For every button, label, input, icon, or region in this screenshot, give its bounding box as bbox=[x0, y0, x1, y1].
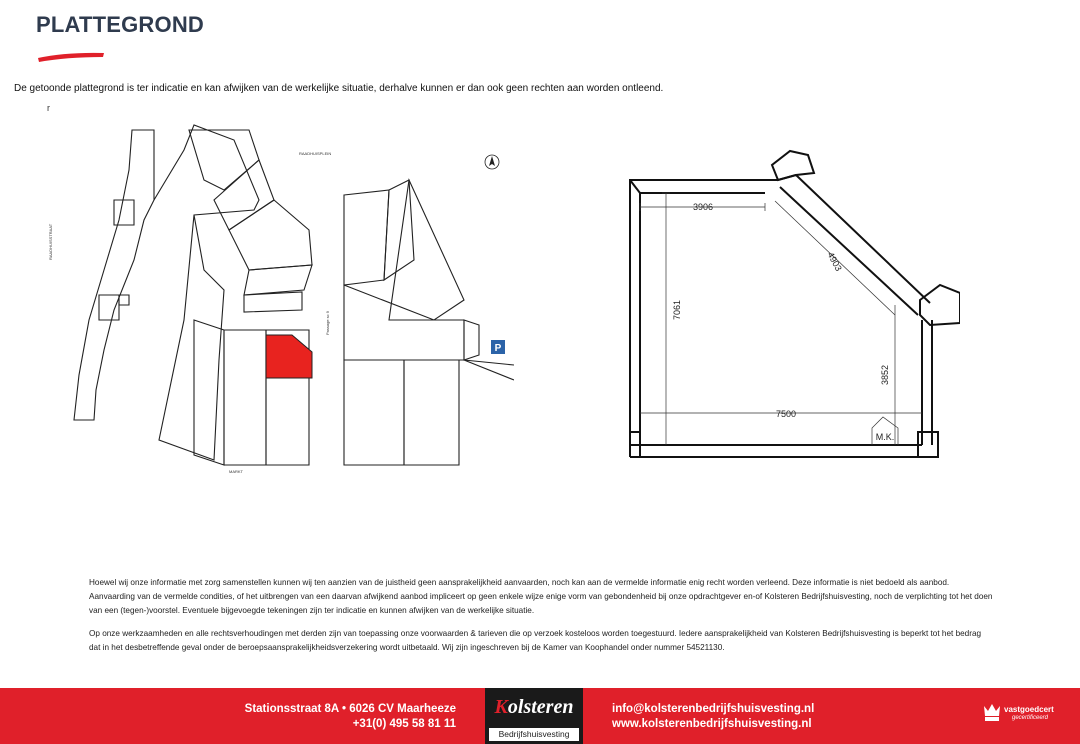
logo-wordmark: Kolsteren bbox=[494, 696, 574, 718]
footer-address: Stationsstraat 8A • 6026 CV Maarheeze bbox=[244, 703, 456, 715]
footer-website-link[interactable]: www.kolsterenbedrijfshuisvesting.nl bbox=[612, 718, 812, 730]
crown-icon bbox=[982, 702, 1002, 724]
north-arrow-icon bbox=[485, 155, 499, 169]
footer-bar bbox=[0, 688, 1080, 744]
cert-name: vastgoedcert bbox=[1004, 705, 1054, 714]
stray-mark: r bbox=[47, 103, 50, 113]
footer-address-block bbox=[245, 702, 456, 732]
disclaimer-paragraph-2: Op onze werkzaamheden en alle rechtsverhoudingen met derden zijn van toepassing onze voorwaarden & tarieven die op verzoek kosteloos worden toegestuurd. Iedere aansprakelijkheid van Kolsteren Bedrijfshuisvesting is beperkt tot het bedrag dat in het desbetreffende geval onder de beroepsaansprakelijkheidsverzekering wordt uitbetaald. Wij zijn ingeschreven bij de Kamer van Koophandel onder nummer 54521130. bbox=[89, 629, 982, 652]
cert-subtitle: gecertificeerd bbox=[1012, 715, 1049, 721]
company-logo bbox=[485, 688, 583, 744]
svg-text:P: P bbox=[494, 343, 502, 354]
logo-subtitle: Bedrijfshuisvesting bbox=[489, 728, 579, 741]
dim-inner: 3852 bbox=[880, 364, 890, 386]
highlighted-unit bbox=[266, 335, 312, 378]
street-label-top: RAADHUISPLEIN bbox=[299, 151, 332, 156]
footer-email-link[interactable]: info@kolsterenbedrijfshuisvesting.nl bbox=[612, 703, 815, 715]
footer-contact-block bbox=[612, 702, 814, 732]
street-label-bottom: MARKT bbox=[229, 469, 243, 474]
dim-diagonal: 4903 bbox=[825, 250, 844, 273]
page-title: PLATTEGROND bbox=[36, 12, 205, 37]
mk-label: M.K. bbox=[875, 432, 895, 442]
disclaimer-paragraph-1: Hoewel wij onze informatie met zorg samenstellen kunnen wij ten aanzien van de juistheid geen aansprakelijkheid aanvaarden, noch kan aan de vermelde informatie enig recht worden verleend. Deze informatie is niet bedoeld als aanbod. Aanvaarding van de vermelde condities, of het uitbrengen van een daarvan afwijkend aanbod impliceert op geen enkele wijze enige vorm van gebondenheid bij onze opdrachtgever en-of Kolsteren Bedrijfshuisvesting, noch de verplichting tot het doen van een (tegen-)voorstel. Eventuele bijgevoegde tekeningen zijn ter indicatie en kunnen afwijken van de werkelijke situatie. bbox=[89, 578, 993, 615]
unit-floorplan bbox=[600, 145, 960, 465]
dim-bottom: 7500 bbox=[775, 409, 797, 419]
street-label-left: RAADHUISSTRAAT bbox=[48, 223, 53, 260]
dim-left: 7061 bbox=[672, 299, 682, 321]
dim-top: 3906 bbox=[692, 202, 714, 212]
title-underline bbox=[36, 48, 106, 64]
passage-label: Passage sc 9 bbox=[325, 310, 330, 335]
intro-text: De getoonde plattegrond is ter indicatie en kan afwijken van de werkelijke situatie, derhalve kunnen er dan ook geen rechten aan worden ontleend. bbox=[14, 83, 664, 94]
site-floorplan bbox=[44, 120, 514, 475]
footer-phone[interactable]: +31(0) 495 58 81 11 bbox=[352, 718, 456, 730]
